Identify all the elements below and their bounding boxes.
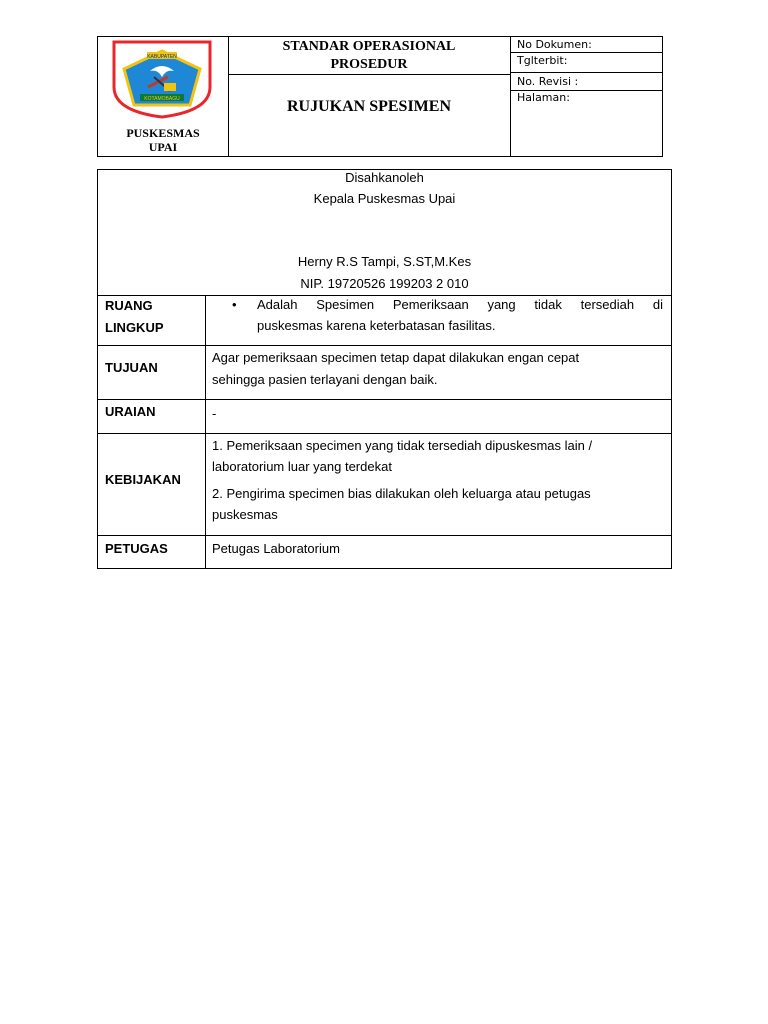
bullet-icon: •: [232, 297, 237, 312]
kebijakan-item1-line1: 1. Pemeriksaan specimen yang tidak tersediah dipuskesmas lain /: [212, 438, 593, 453]
kebijakan-item1-line2: laboratorium luar yang terdekat: [212, 459, 392, 474]
logo-caption-line2: UPAI: [148, 140, 178, 154]
petugas-label: PETUGAS: [105, 541, 168, 556]
kebijakan-item2-line2: puskesmas: [212, 507, 278, 522]
approver-name: Herny R.S Tampi, S.ST,M.Kes: [297, 254, 472, 269]
ruang-lingkup-label-line1: RUANG: [105, 298, 153, 313]
sop-title-line2: PROSEDUR: [330, 57, 408, 72]
no-dokumen-label: No Dokumen:: [517, 38, 592, 51]
document-title: RUJUKAN SPESIMEN: [286, 98, 451, 115]
approval-line1: Disahkanoleh: [345, 170, 424, 185]
approver-nip: NIP. 19720526 199203 2 010: [300, 276, 469, 291]
ruang-lingkup-text-line2: puskesmas karena keterbatasan fasilitas.: [257, 318, 496, 333]
puskesmas-logo: [110, 39, 214, 119]
tujuan-text-line2: sehingga pasien terlayani dengan baik.: [212, 372, 438, 387]
ruang-lingkup-text-line1: Adalah Spesimen Pemeriksaan yang tidak tersediah di: [257, 297, 663, 312]
logo-caption-line1: PUSKESMAS: [126, 126, 200, 140]
kebijakan-item2-line1: 2. Pengirima specimen bias dilakukan oleh keluarga atau petugas: [212, 486, 591, 501]
uraian-label: URAIAN: [105, 404, 156, 419]
tgl-terbit-label: Tglterbit:: [517, 54, 568, 67]
header-table: [97, 36, 663, 157]
tujuan-text-line1: Agar pemeriksaan specimen tetap dapat dilakukan engan cepat: [212, 350, 580, 365]
petugas-text: Petugas Laboratorium: [212, 541, 340, 556]
uraian-text: -: [212, 406, 217, 421]
halaman-label: Halaman:: [517, 91, 570, 104]
logo-base-text: KOTAMOBAGU: [144, 96, 180, 102]
approval-line2: Kepala Puskesmas Upai: [313, 191, 456, 206]
logo-ribbon-text: KABUPATEN: [147, 54, 177, 60]
sop-content-table: [97, 169, 672, 569]
kebijakan-label: KEBIJAKAN: [105, 472, 181, 487]
ruang-lingkup-label-line2: LINGKUP: [105, 320, 164, 335]
no-revisi-label: No. Revisi :: [517, 75, 579, 88]
sop-title-line1: STANDAR OPERASIONAL: [282, 39, 456, 54]
tujuan-label: TUJUAN: [105, 360, 158, 375]
